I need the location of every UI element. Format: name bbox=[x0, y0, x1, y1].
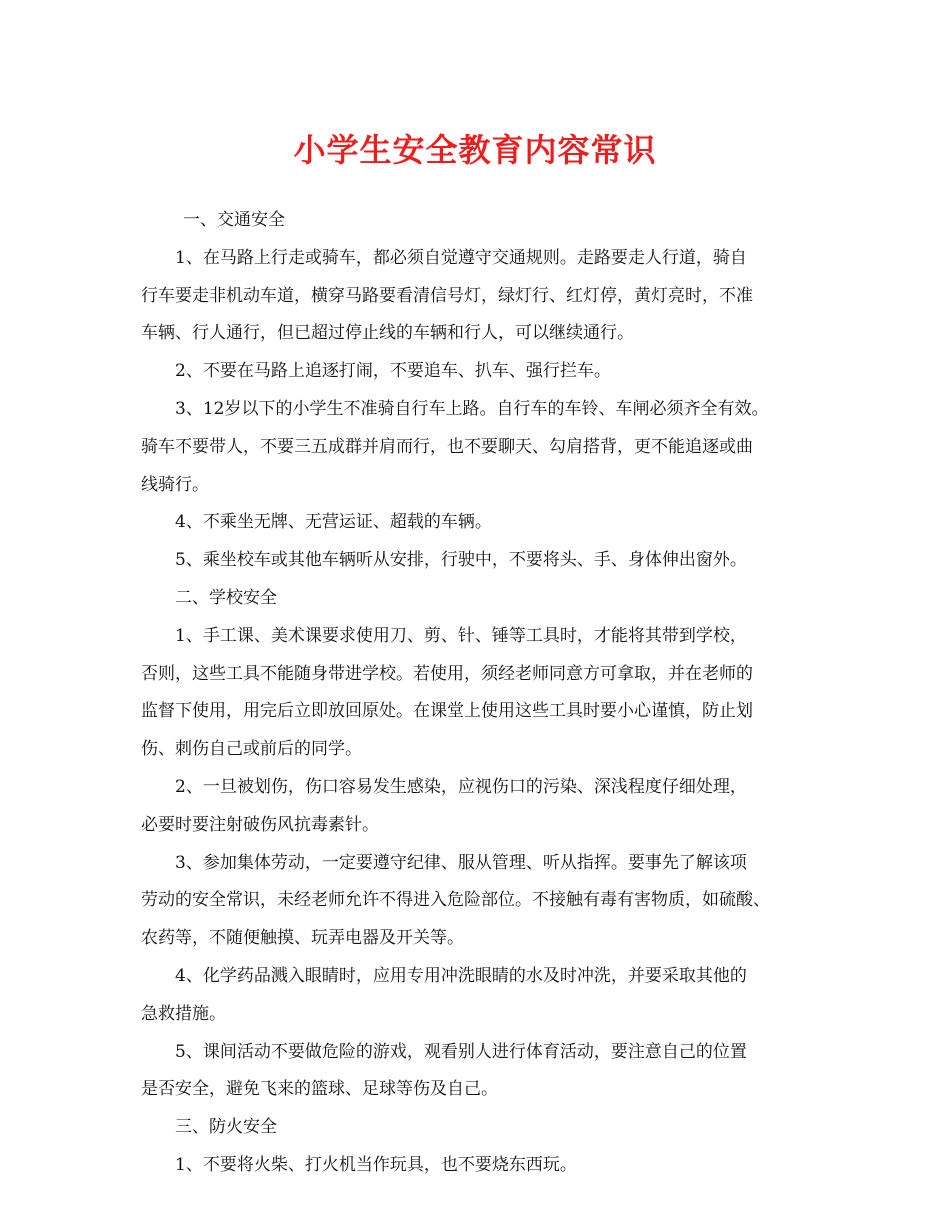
text-line: 2、不要在马路上追逐打闹，不要追车、扒车、强行拦车。 bbox=[175, 361, 611, 382]
text-line: 是否安全，避免飞来的篮球、足球等伤及自己。 bbox=[141, 1079, 498, 1100]
text-line: 二、学校安全 bbox=[175, 587, 277, 608]
text-line: 监督下使用，用完后立即放回原处。在课堂上使用这些工具时要小心谨慎，防止划 bbox=[141, 701, 753, 722]
text-line: 否则，这些工具不能随身带进学校。若使用，须经老师同意方可拿取，并在老师的 bbox=[141, 663, 753, 684]
paragraph-p9 bbox=[141, 769, 831, 845]
paragraph-p1 bbox=[141, 202, 831, 240]
text-line: 1、在马路上行走或骑车，都必须自觉遵守交通规则。走路要走人行道，骑自 bbox=[175, 247, 747, 268]
text-line: 骑车不要带人，不要三五成群并肩而行，也不要聊天、勾肩搭背，更不能追逐或曲 bbox=[141, 436, 753, 457]
text-line: 2、一旦被划伤，伤口容易发生感染，应视伤口的污染、深浅程度仔细处理， bbox=[175, 776, 747, 797]
paragraph-p3 bbox=[141, 353, 831, 391]
text-line: 5、课间活动不要做危险的游戏，观看别人进行体育活动，要注意自己的位置 bbox=[175, 1041, 747, 1062]
text-line: 行车要走非机动车道，横穿马路要看清信号灯，绿灯行、红灯停，黄灯亮时，不准 bbox=[141, 285, 753, 306]
paragraph-p2 bbox=[141, 240, 831, 353]
paragraph-p6 bbox=[141, 542, 831, 580]
paragraph-p10 bbox=[141, 845, 831, 958]
document-body bbox=[141, 202, 831, 1185]
paragraph-p14 bbox=[141, 1147, 831, 1185]
paragraph-p5 bbox=[141, 504, 831, 542]
text-line: 劳动的安全常识，未经老师允许不得进入危险部位。不接触有毒有害物质，如硫酸、 bbox=[141, 890, 770, 911]
text-line: 农药等，不随便触摸、玩弄电器及开关等。 bbox=[141, 928, 464, 949]
text-line: 一、交通安全 bbox=[183, 210, 285, 230]
text-line: 必要时要注射破伤风抗毒素针。 bbox=[141, 814, 379, 835]
text-line: 1、不要将火柴、打火机当作玩具，也不要烧东西玩。 bbox=[175, 1154, 577, 1175]
text-line: 三、防火安全 bbox=[175, 1117, 277, 1138]
text-line: 3、12岁以下的小学生不准骑自行车上路。自行车的车铃、车闸必须齐全有效。 bbox=[175, 398, 769, 419]
text-line: 3、参加集体劳动，一定要遵守纪律、服从管理、听从指挥。要事先了解该项 bbox=[175, 852, 747, 873]
text-line: 线骑行。 bbox=[141, 474, 209, 495]
text-line: 4、化学药品溅入眼睛时，应用专用冲洗眼睛的水及时冲洗，并要采取其他的 bbox=[175, 965, 747, 986]
paragraph-p8 bbox=[141, 618, 831, 769]
paragraph-p11 bbox=[141, 958, 831, 1034]
text-line: 4、不乘坐无牌、无营运证、超载的车辆。 bbox=[175, 512, 492, 533]
text-line: 急救措施。 bbox=[141, 1003, 226, 1024]
document-title: 小学生安全教育内容常识 bbox=[293, 131, 657, 169]
text-line: 伤、刺伤自己或前后的同学。 bbox=[141, 739, 362, 760]
paragraph-p12 bbox=[141, 1034, 831, 1110]
paragraph-p13 bbox=[141, 1109, 831, 1147]
text-line: 5、乘坐校车或其他车辆听从安排，行驶中，不要将头、手、身体伸出窗外。 bbox=[175, 550, 747, 571]
text-line: 1、手工课、美术课要求使用刀、剪、针、锤等工具时，才能将其带到学校， bbox=[175, 625, 747, 646]
paragraph-p7 bbox=[141, 580, 831, 618]
paragraph-p4 bbox=[141, 391, 831, 504]
text-line: 车辆、行人通行，但已超过停止线的车辆和行人，可以继续通行。 bbox=[141, 323, 634, 344]
